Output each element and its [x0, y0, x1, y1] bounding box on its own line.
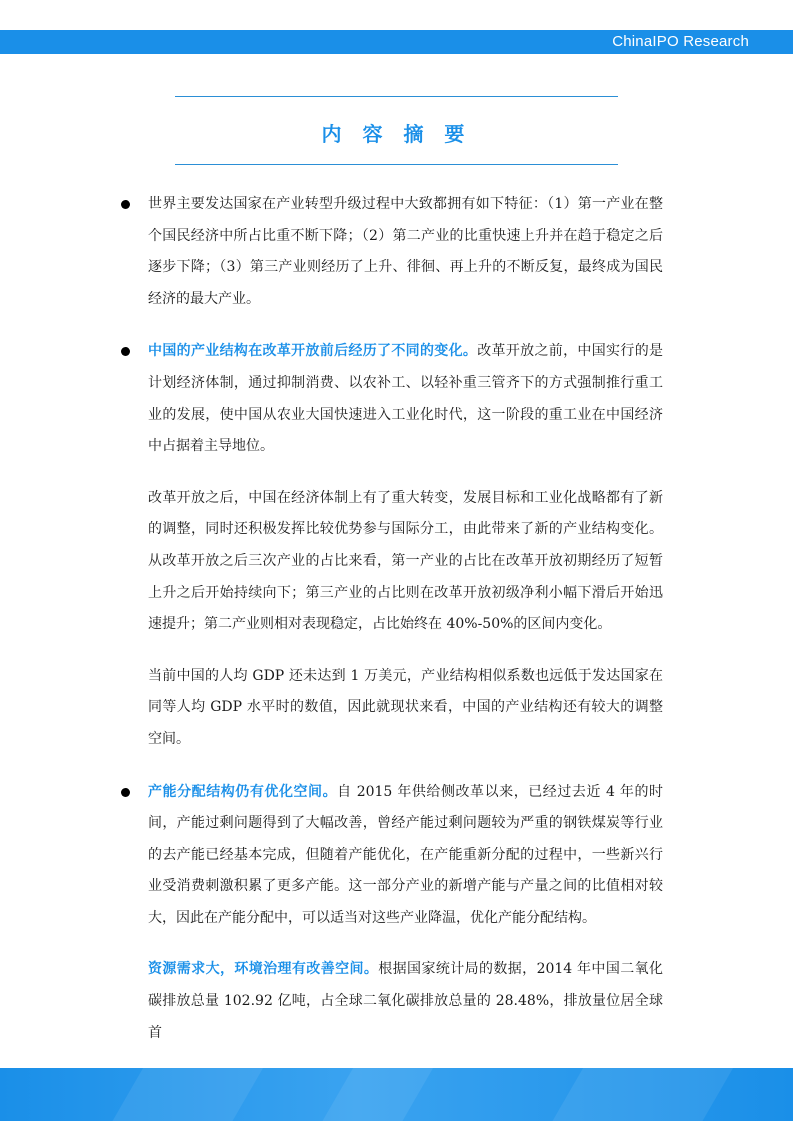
footer-decoration: [520, 1068, 751, 1121]
paragraph-4: [148, 661, 663, 756]
paragraph-6: [148, 954, 663, 1049]
paragraph-highlight: 产能分配结构仍有优化空间。: [148, 783, 338, 800]
summary-title: 内 容 摘 要: [321, 122, 472, 146]
brand-name: ChinaIPO Research: [612, 33, 749, 50]
summary-content: [148, 189, 663, 1049]
paragraph-text: 自 2015 年供给侧改革以来，已经过去近 4 年的时间，产能过剩问题得到了大幅改善，曾经产能过剩问题较为严重的钢铁煤炭等行业的去产能已经基本完成，但随着产能优化，在产能重新分配的过程中，一些新兴行业受消费刺激积累了更多产能。这一部分产业的新增产能与产量之间的比值相对较大，因此在产能分配中，可以适当对这些产业降温，优化产能分配结构。: [148, 783, 663, 926]
header-banner: [0, 30, 793, 54]
paragraph-highlight: 资源需求大，环境治理有改善空间。: [148, 961, 379, 978]
paragraph-text: 改革开放之前，中国实行的是计划经济体制，通过抑制消费、以农补工、以轻补重三管齐下的方式强制推行重工业的发展，使中国从农业大国快速进入工业化时代，这一阶段的重工业在中国经济中占据着主导地位。: [148, 343, 664, 455]
paragraph-5: [148, 777, 663, 935]
footer-decoration: [80, 1068, 281, 1121]
bullet-dot-icon: [121, 200, 130, 209]
paragraph-text: 根据国家统计局的数据，2014 年中国二氧化碳排放总量 102.92 亿吨，占全球二氧化碳排放总量的 28.48%，排放量位居全球首: [148, 961, 664, 1041]
footer-banner: [0, 1068, 793, 1121]
bullet-dot-icon: [121, 347, 130, 356]
footer-decoration: [290, 1068, 451, 1121]
paragraph-text: 世界主要发达国家在产业转型升级过程中大致都拥有如下特征：（1）第一产业在整个国民经济中所占比重不断下降；（2）第二产业的比重快速上升并在趋于稳定之后逐步下降；（3）第三产业则经历了上升、徘徊、再上升的不断反复，最终成为国民经济的最大产业。: [148, 196, 663, 307]
paragraph-text: 当前中国的人均 GDP 还未达到 1 万美元，产业结构相似系数也远低于发达国家在同等人均 GDP 水平时的数值，因此就现状来看，中国的产业结构还有较大的调整空间。: [148, 667, 663, 747]
paragraph-2: [148, 336, 663, 462]
paragraph-highlight: 中国的产业结构在改革开放前后经历了不同的变化。: [148, 343, 478, 360]
title-rule-top: [175, 96, 618, 97]
paragraph-1: [148, 189, 663, 315]
paragraph-text: 改革开放之后，中国在经济体制上有了重大转变，发展目标和工业化战略都有了新的调整，同时还积极发挥比较优势参与国际分工，由此带来了新的产业结构变化。从改革开放之后三次产业的占比来看，第一产业的占比在改革开放初期经历了短暂上升之后开始持续向下；第三产业的占比则在改革开放初级净利小幅下滑后开始迅速提升；第二产业则相对表现稳定，占比始终在 40%-50%的区间内变化。: [148, 489, 663, 633]
title-rule-bottom: [175, 164, 618, 165]
paragraph-3: [148, 483, 663, 641]
bullet-dot-icon: [121, 788, 130, 797]
